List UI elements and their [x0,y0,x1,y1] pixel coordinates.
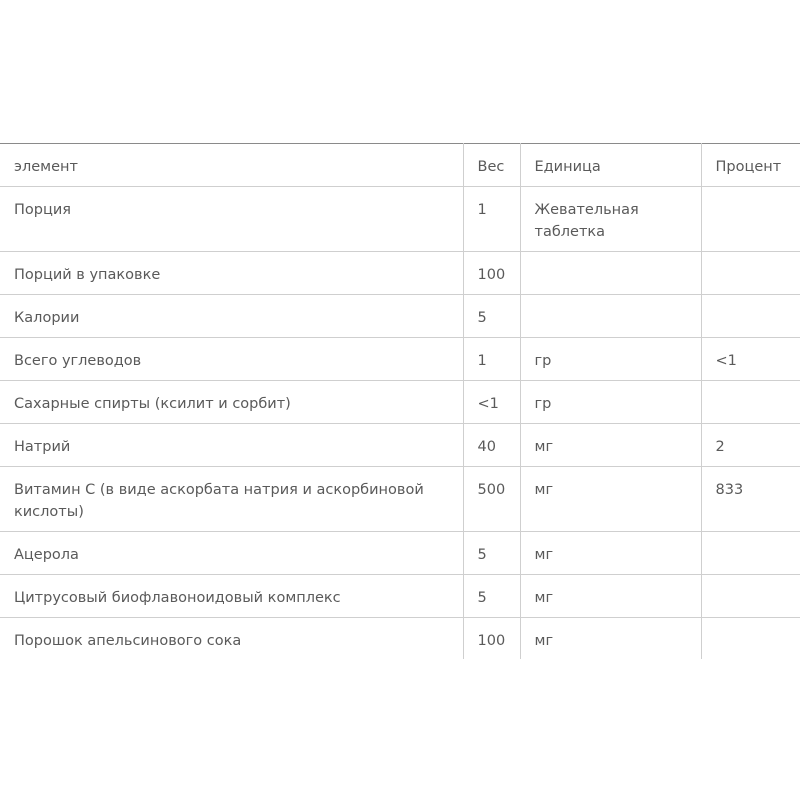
cell-unit: мг [520,424,701,467]
table-row [0,252,800,295]
cell-weight: 100 [463,252,520,295]
table-row [0,187,800,252]
cell-percent [701,252,800,295]
cell-element: Калории [0,295,463,338]
cell-element: Сахарные спирты (ксилит и сорбит) [0,381,463,424]
header-unit: Единица [520,144,701,187]
cell-percent [701,295,800,338]
table-row [0,532,800,575]
cell-unit: гр [520,381,701,424]
cell-percent [701,575,800,618]
cell-element: Порций в упаковке [0,252,463,295]
cell-percent [701,618,800,660]
cell-element: Витамин С (в виде аскорбата натрия и аскорбиновой кислоты) [0,467,463,532]
cell-unit: мг [520,532,701,575]
blank-top-area [0,0,800,143]
cell-unit [520,252,701,295]
table-header-row [0,144,800,187]
cell-element: Ацерола [0,532,463,575]
cell-percent: 2 [701,424,800,467]
cell-unit: Жевательная таблетка [520,187,701,252]
cell-weight: <1 [463,381,520,424]
cell-element: Порошок апельсинового сока [0,618,463,660]
header-element: элемент [0,144,463,187]
cell-unit [520,295,701,338]
table-row [0,575,800,618]
cell-element: Всего углеводов [0,338,463,381]
cell-percent [701,381,800,424]
cell-percent [701,187,800,252]
table-row [0,467,800,532]
cell-percent: <1 [701,338,800,381]
cell-weight: 40 [463,424,520,467]
cell-unit: мг [520,575,701,618]
cell-unit: мг [520,618,701,660]
cell-percent [701,532,800,575]
header-percent: Процент [701,144,800,187]
nutrition-table-container [0,143,800,659]
cell-weight: 1 [463,338,520,381]
cell-weight: 500 [463,467,520,532]
cell-unit: мг [520,467,701,532]
table-row [0,618,800,660]
cell-weight: 5 [463,295,520,338]
cell-weight: 5 [463,575,520,618]
cell-percent: 833 [701,467,800,532]
cell-element: Натрий [0,424,463,467]
table-row [0,424,800,467]
table-row [0,295,800,338]
cell-weight: 5 [463,532,520,575]
table-row [0,381,800,424]
table-row [0,338,800,381]
cell-element: Цитрусовый биофлавоноидовый комплекс [0,575,463,618]
cell-weight: 1 [463,187,520,252]
nutrition-table [0,143,800,660]
header-weight: Вес [463,144,520,187]
cell-element: Порция [0,187,463,252]
cell-unit: гр [520,338,701,381]
cell-weight: 100 [463,618,520,660]
blank-bottom-area [0,659,800,800]
